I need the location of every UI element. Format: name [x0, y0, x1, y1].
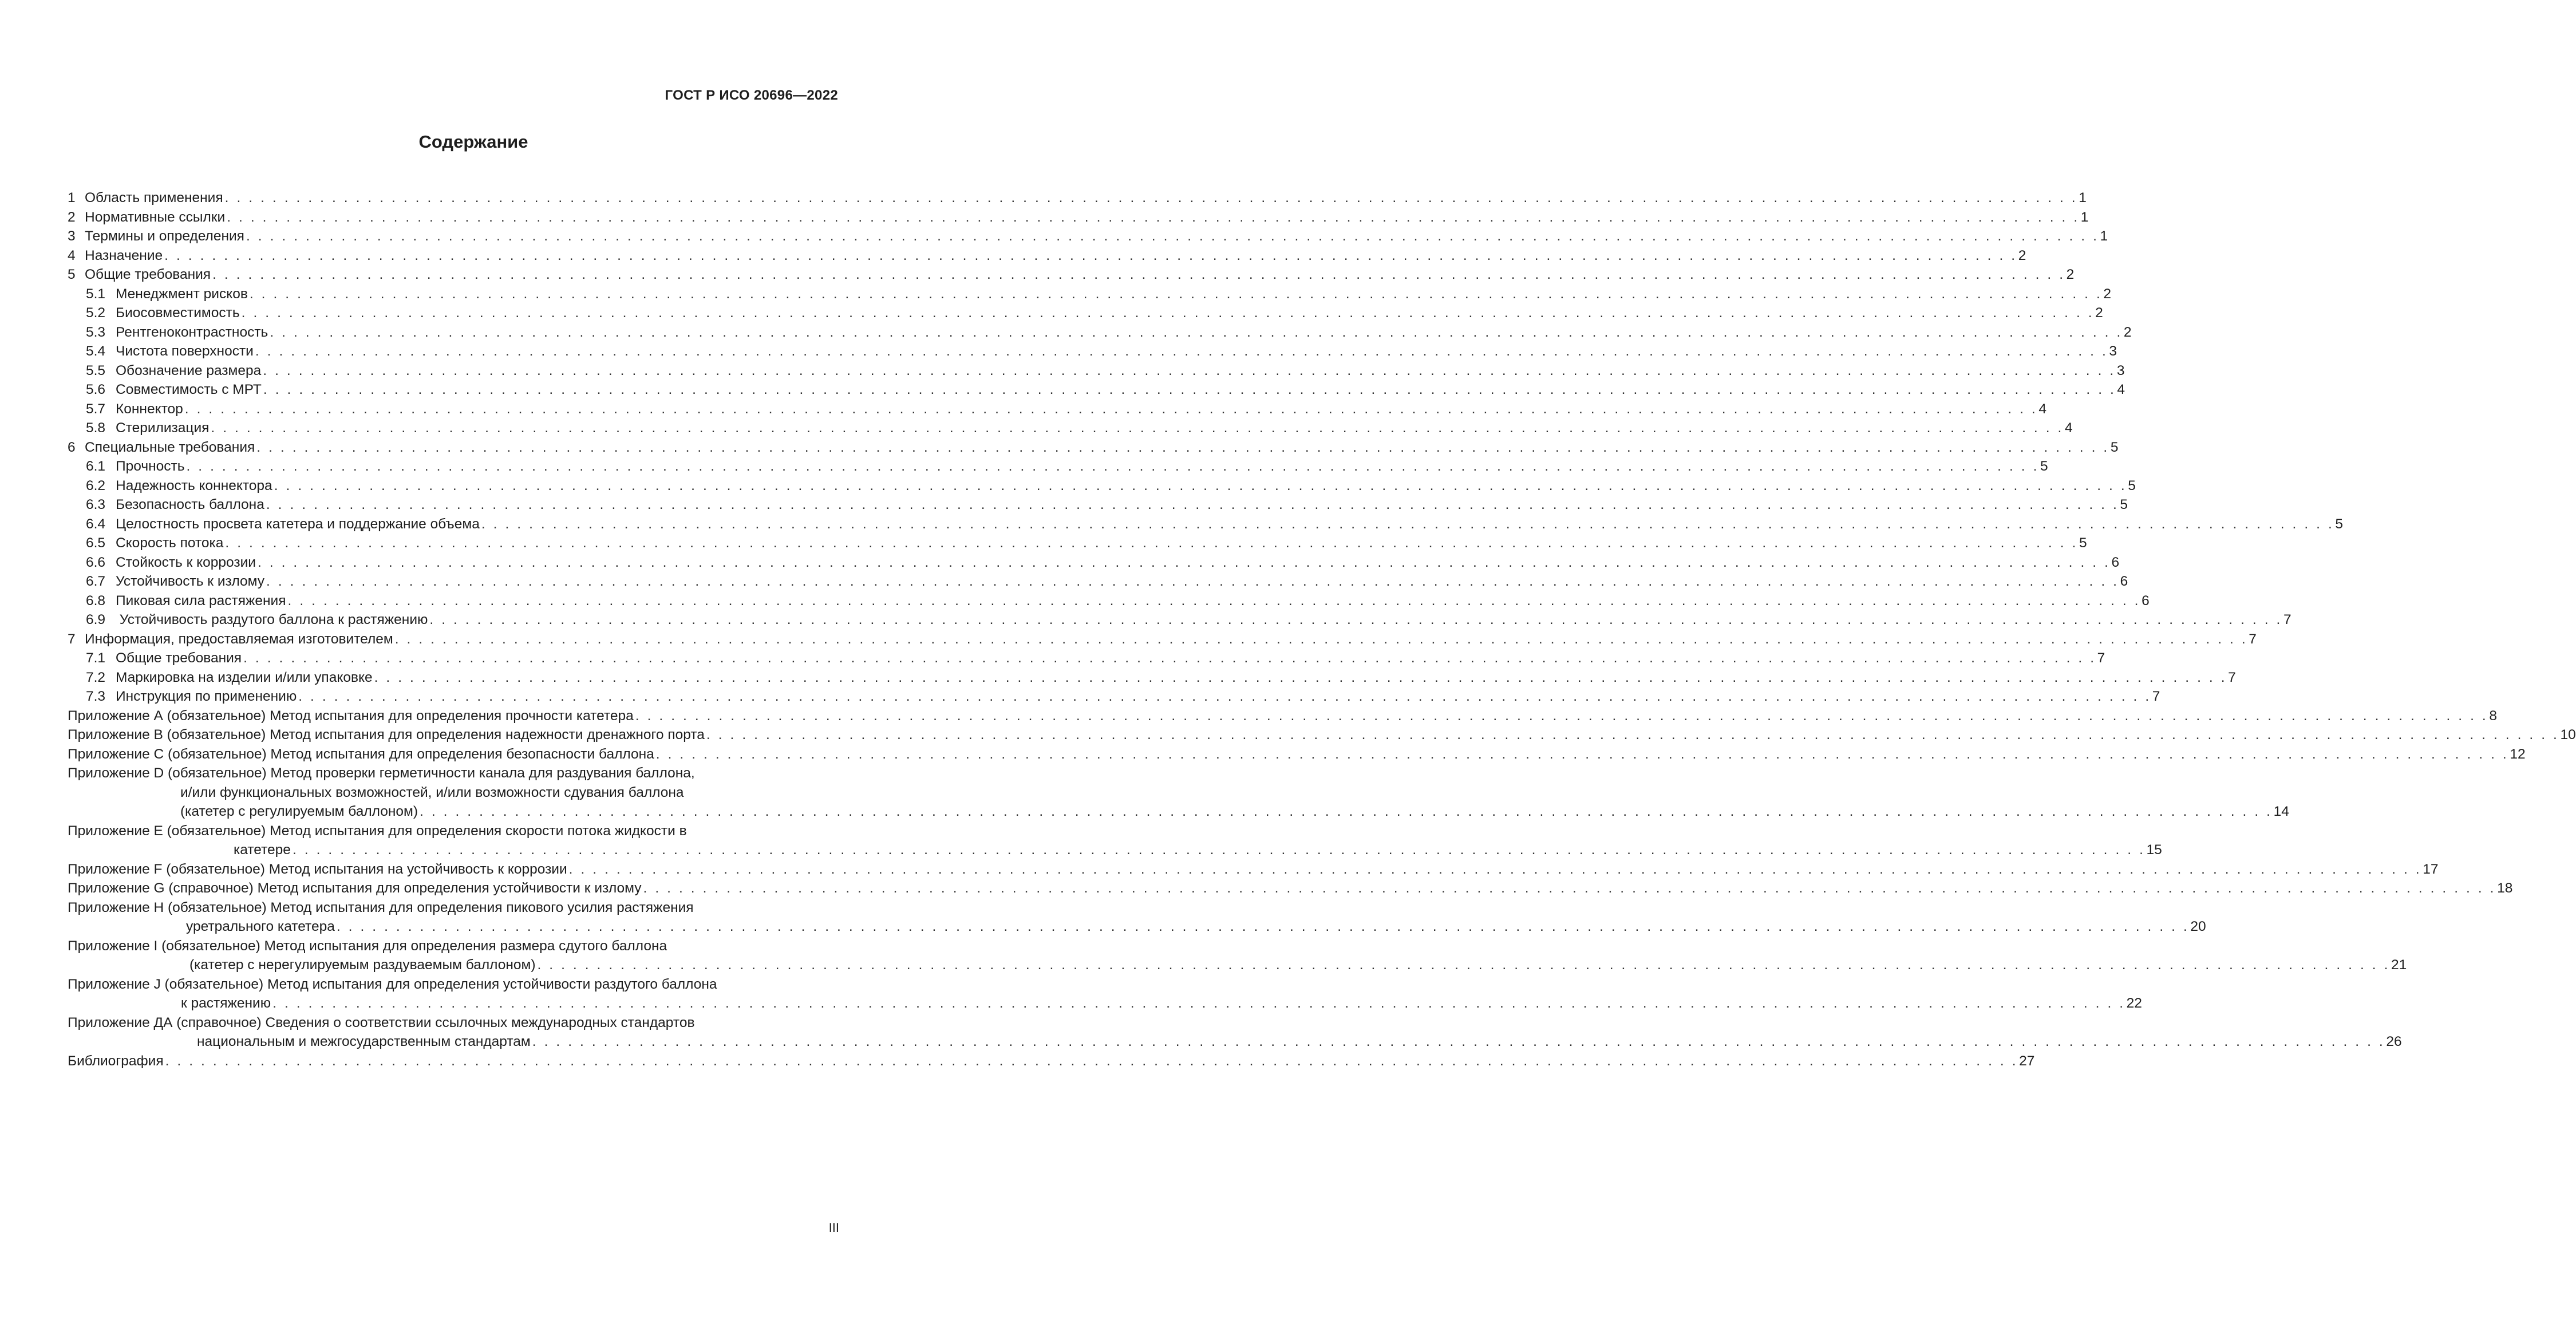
toc-entry-title: Общие требования [85, 267, 211, 282]
toc-entry-line [86, 361, 2125, 381]
toc-entry[interactable] [68, 668, 2236, 688]
toc-entry-page: 4 [2064, 420, 2073, 436]
toc-entry-page: 4 [2117, 382, 2125, 397]
toc-entry[interactable] [68, 610, 2291, 630]
toc-entry-title: Область применения [85, 190, 223, 206]
dot-leader: . . . . . . . . . . . . . . . . . . . . . . . . . . . . . . . . . . . . . . . . . . . . . . . . . . . . . . . . . . . . . . . . . . . . . . . . . . . . . . . . . . . . . . . . . . . . . . . . . . . . . . . . . . . . . . . . . . . . . . . . . . . . . . . . . . . . . . . . . . . . . . . . . . . . . . . . . . . . [635, 708, 2488, 724]
toc-entry-text [86, 303, 240, 323]
annex-entry-title: Приложение А (обязательное) Метод испытания для определения прочности катетера [68, 708, 634, 724]
toc-entry-title: Скорость потока [116, 535, 224, 551]
dot-leader: . . . . . . . . . . . . . . . . . . . . . . . . . . . . . . . . . . . . . . . . . . . . . . . . . . . . . . . . . . . . . . . . . . . . . . . . . . . . . . . . . . . . . . . . . . . . . . . . . . . . . . . . . . . . . . . . . . . . . . . . . . . . . . . . . . . . . . . . . . . . . . . . . . . . . . . . . . . . [257, 554, 2111, 570]
toc-entry[interactable] [68, 515, 2344, 534]
toc-entry-text [68, 438, 255, 457]
annex-entry-page: 21 [2391, 957, 2407, 973]
toc-entry-page: 6 [2142, 593, 2150, 609]
toc-entry-line [86, 400, 2046, 419]
toc-entry-title: Специальные требования [85, 439, 255, 455]
toc-entry-page: 1 [2079, 190, 2087, 206]
toc-entry-page: 6 [2120, 574, 2128, 589]
annex-entry[interactable] [68, 1013, 2402, 1052]
toc-entry[interactable] [68, 649, 2105, 668]
toc-entry-line [68, 227, 2108, 246]
toc-entry[interactable] [68, 380, 2125, 400]
toc-entry-number: 6.2 [86, 477, 106, 493]
dot-leader: . . . . . . . . . . . . . . . . . . . . . . . . . . . . . . . . . . . . . . . . . . . . . . . . . . . . . . . . . . . . . . . . . . . . . . . . . . . . . . . . . . . . . . . . . . . . . . . . . . . . . . . . . . . . . . . . . . . . . . . . . . . . . . . . . . . . . . . . . . . . . . . . . . . . . . . . . . . . [655, 746, 2509, 762]
toc-entry-page: 2 [2066, 267, 2075, 282]
toc-entry-title: Инструкция по применению [116, 689, 297, 704]
dot-leader: . . . . . . . . . . . . . . . . . . . . . . . . . . . . . . . . . . . . . . . . . . . . . . . . . . . . . . . . . . . . . . . . . . . . . . . . . . . . . . . . . . . . . . . . . . . . . . . . . . . . . . . . . . . . . . . . . . . . . . . . . . . . . . . . . . . . . . . . . . . . . . . . . . . . . . . . . . . . [224, 190, 2078, 206]
toc-entry-text [86, 380, 262, 400]
toc-entry-page: 6 [2111, 554, 2120, 570]
toc-entry-line [86, 342, 2117, 361]
toc-entry-text [86, 534, 223, 553]
annex-entry-title: Приложение С (обязательное) Метод испытания для определения безопасности баллона [68, 746, 654, 762]
toc-entry-page: 1 [2080, 209, 2089, 225]
toc-entry-page: 3 [2116, 362, 2125, 378]
dot-leader: . . . . . . . . . . . . . . . . . . . . . . . . . . . . . . . . . . . . . . . . . . . . . . . . . . . . . . . . . . . . . . . . . . . . . . . . . . . . . . . . . . . . . . . . . . . . . . . . . . . . . . . . . . . . . . . . . . . . . . . . . . . . . . . . . . . . . . . . . . . . . . . . . . . . . . . . . . . . [249, 286, 2103, 302]
toc-entry-number: 5.4 [86, 343, 106, 359]
toc-entry-text [86, 457, 184, 476]
toc-entry[interactable] [68, 303, 2103, 323]
toc-entry-page: 2 [2095, 305, 2103, 321]
toc-entry-text [68, 227, 244, 246]
annex-entry[interactable] [68, 879, 2513, 898]
toc-entry-title: Нормативные ссылки [85, 209, 226, 225]
page-number: III [828, 1220, 839, 1235]
annex-entry-line [68, 840, 2162, 860]
annex-entry-page: 15 [2146, 842, 2162, 858]
annex-entry-line [68, 860, 2439, 879]
annex-entry-title: Библиография [68, 1053, 164, 1069]
dot-leader: . . . . . . . . . . . . . . . . . . . . . . . . . . . . . . . . . . . . . . . . . . . . . . . . . . . . . . . . . . . . . . . . . . . . . . . . . . . . . . . . . . . . . . . . . . . . . . . . . . . . . . . . . . . . . . . . . . . . . . . . . . . . . . . . . . . . . . . . . . . . . . . . . . . . . . . . . . . . [186, 459, 2040, 474]
toc-entry-number: 5 [68, 267, 76, 282]
toc-entry-line [68, 265, 2075, 285]
toc-entry-line [86, 457, 2048, 476]
toc-entry-number: 7.1 [86, 650, 106, 666]
annex-entry[interactable] [68, 937, 2407, 975]
toc-entry-text [86, 649, 242, 668]
annex-entry-continuation: (катетер с регулируемым баллоном) [180, 804, 418, 819]
toc-entry-title: Назначение [85, 247, 163, 263]
toc-entry-text [86, 361, 261, 381]
annex-entry[interactable] [68, 821, 2162, 860]
toc-entry-title: Устойчивость раздутого баллона к растяжению [116, 612, 428, 627]
toc-entry-page: 7 [2152, 689, 2160, 704]
toc-entry[interactable] [68, 227, 2108, 246]
annex-entry-page: 12 [2510, 746, 2526, 762]
toc-entry-title: Общие требования [116, 650, 242, 666]
dot-leader: . . . . . . . . . . . . . . . . . . . . . . . . . . . . . . . . . . . . . . . . . . . . . . . . . . . . . . . . . . . . . . . . . . . . . . . . . . . . . . . . . . . . . . . . . . . . . . . . . . . . . . . . . . . . . . . . . . . . . . . . . . . . . . . . . . . . . . . . . . . . . . . . . . . . . . . . . . . . [272, 996, 2125, 1011]
toc-entry-line [86, 687, 2160, 706]
dot-leader: . . . . . . . . . . . . . . . . . . . . . . . . . . . . . . . . . . . . . . . . . . . . . . . . . . . . . . . . . . . . . . . . . . . . . . . . . . . . . . . . . . . . . . . . . . . . . . . . . . . . . . . . . . . . . . . . . . . . . . . . . . . . . . . . . . . . . . . . . . . . . . . . . . . . . . . . . . . . [532, 1034, 2385, 1049]
toc-entry-text [86, 323, 268, 342]
toc-entry-title: Пиковая сила растяжения [116, 593, 286, 609]
toc-entry-title: Прочность [116, 459, 185, 474]
toc-entry[interactable] [68, 553, 2120, 572]
toc-entry[interactable] [68, 400, 2046, 419]
toc-entry-text [68, 188, 223, 208]
annex-entry-line [68, 955, 2407, 975]
toc-entry[interactable] [68, 495, 2128, 515]
toc-entry-number: 7.2 [86, 669, 106, 685]
annex-entry-title: Приложение F (обязательное) Метод испытания на устойчивость к коррозии [68, 861, 567, 877]
toc-entry-title: Биосовместимость [116, 305, 240, 321]
toc-entry-title: Целостность просвета катетера и поддержание объема [116, 516, 480, 532]
toc-entry-page: 5 [2110, 439, 2119, 455]
toc-entry[interactable] [68, 246, 2026, 266]
toc-entry-text [86, 687, 297, 706]
dot-leader: . . . . . . . . . . . . . . . . . . . . . . . . . . . . . . . . . . . . . . . . . . . . . . . . . . . . . . . . . . . . . . . . . . . . . . . . . . . . . . . . . . . . . . . . . . . . . . . . . . . . . . . . . . . . . . . . . . . . . . . . . . . . . . . . . . . . . . . . . . . . . . . . . . . . . . . . . . . . [241, 305, 2095, 321]
annex-entry-page: 17 [2423, 861, 2439, 877]
toc-entry-line [68, 208, 2089, 227]
dot-leader: . . . . . . . . . . . . . . . . . . . . . . . . . . . . . . . . . . . . . . . . . . . . . . . . . . . . . . . . . . . . . . . . . . . . . . . . . . . . . . . . . . . . . . . . . . . . . . . . . . . . . . . . . . . . . . . . . . . . . . . . . . . . . . . . . . . . . . . . . . . . . . . . . . . . . . . . . . . . [270, 324, 2123, 340]
toc-entry[interactable] [68, 323, 2132, 342]
toc-entry-line [86, 668, 2236, 688]
annex-entry-continuation: к растяжению [181, 996, 271, 1011]
toc-entry[interactable] [68, 687, 2160, 706]
annex-entry[interactable] [68, 898, 2206, 937]
toc-entry-text [68, 208, 225, 227]
toc-entry[interactable] [68, 591, 2150, 611]
toc-entry-page: 5 [2040, 459, 2048, 474]
toc-entry-line [86, 515, 2344, 534]
toc-entry-number: 4 [68, 247, 76, 263]
toc-entry-title: Чистота поверхности [116, 343, 254, 359]
toc-entry-page: 3 [2109, 343, 2117, 359]
toc-entry-text [86, 572, 264, 591]
dot-leader: . . . . . . . . . . . . . . . . . . . . . . . . . . . . . . . . . . . . . . . . . . . . . . . . . . . . . . . . . . . . . . . . . . . . . . . . . . . . . . . . . . . . . . . . . . . . . . . . . . . . . . . . . . . . . . . . . . . . . . . . . . . . . . . . . . . . . . . . . . . . . . . . . . . . . . . . . . . . [266, 574, 2119, 589]
toc-entry-page: 1 [2100, 228, 2108, 244]
toc-entry-text [86, 400, 183, 419]
toc-entry-text [68, 265, 211, 285]
toc-entry-line [86, 323, 2132, 342]
annex-entry-title: Приложение Е (обязательное) Метод испытания для определения скорости потока жидкости в [68, 823, 687, 839]
annex-entry-continuation: национальным и межгосударственным стандартам [197, 1034, 531, 1049]
dot-leader: . . . . . . . . . . . . . . . . . . . . . . . . . . . . . . . . . . . . . . . . . . . . . . . . . . . . . . . . . . . . . . . . . . . . . . . . . . . . . . . . . . . . . . . . . . . . . . . . . . . . . . . . . . . . . . . . . . . . . . . . . . . . . . . . . . . . . . . . . . . . . . . . . . . . . . . . . . . . [374, 669, 2227, 685]
toc-entry-line [86, 380, 2125, 400]
toc-entry[interactable] [68, 418, 2073, 438]
toc-entry-number: 5.3 [86, 324, 106, 340]
annex-entry-title: Приложение ДА (справочное) Сведения о соответствии ссылочных международных стандартов [68, 1014, 695, 1030]
toc-entry-line [86, 418, 2073, 438]
toc-entry-line [86, 610, 2291, 630]
annex-entry-page: 27 [2019, 1053, 2035, 1069]
toc-entry-text [86, 591, 286, 611]
toc-entry-text [86, 476, 272, 496]
toc-entry[interactable] [68, 342, 2117, 361]
annex-entry-line [68, 802, 2289, 821]
toc-entry-title: Надежность коннектора [116, 477, 272, 493]
dot-leader: . . . . . . . . . . . . . . . . . . . . . . . . . . . . . . . . . . . . . . . . . . . . . . . . . . . . . . . . . . . . . . . . . . . . . . . . . . . . . . . . . . . . . . . . . . . . . . . . . . . . . . . . . . . . . . . . . . . . . . . . . . . . . . . . . . . . . . . . . . . . . . . . . . . . . . . . . . . . [212, 267, 2065, 282]
toc-entry-page: 5 [2120, 497, 2128, 512]
toc-entry-title: Устойчивость к излому [116, 574, 265, 589]
dot-leader: . . . . . . . . . . . . . . . . . . . . . . . . . . . . . . . . . . . . . . . . . . . . . . . . . . . . . . . . . . . . . . . . . . . . . . . . . . . . . . . . . . . . . . . . . . . . . . . . . . . . . . . . . . . . . . . . . . . . . . . . . . . . . . . . . . . . . . . . . . . . . . . . . . . . . . . . . . . . [537, 957, 2391, 973]
toc-entry-page: 5 [2128, 477, 2136, 493]
annex-entry-title: Приложение В (обязательное) Метод испытания для определения надежности дренажного порта [68, 727, 705, 742]
toc-entry-number: 5.5 [86, 362, 106, 378]
toc-entry-page: 2 [2018, 247, 2026, 263]
toc-entry-title: Совместимость с МРТ [116, 382, 262, 397]
toc-entry[interactable] [68, 534, 2087, 553]
toc-entry[interactable] [68, 476, 2136, 496]
dot-leader: . . . . . . . . . . . . . . . . . . . . . . . . . . . . . . . . . . . . . . . . . . . . . . . . . . . . . . . . . . . . . . . . . . . . . . . . . . . . . . . . . . . . . . . . . . . . . . . . . . . . . . . . . . . . . . . . . . . . . . . . . . . . . . . . . . . . . . . . . . . . . . . . . . . . . . . . . . . . [336, 919, 2190, 934]
dot-leader: . . . . . . . . . . . . . . . . . . . . . . . . . . . . . . . . . . . . . . . . . . . . . . . . . . . . . . . . . . . . . . . . . . . . . . . . . . . . . . . . . . . . . . . . . . . . . . . . . . . . . . . . . . . . . . . . . . . . . . . . . . . . . . . . . . . . . . . . . . . . . . . . . . . . . . . . . . . . [394, 631, 2248, 647]
dot-leader: . . . . . . . . . . . . . . . . . . . . . . . . . . . . . . . . . . . . . . . . . . . . . . . . . . . . . . . . . . . . . . . . . . . . . . . . . . . . . . . . . . . . . . . . . . . . . . . . . . . . . . . . . . . . . . . . . . . . . . . . . . . . . . . . . . . . . . . . . . . . . . . . . . . . . . . . . . . . [263, 362, 2116, 378]
dot-leader: . . . . . . . . . . . . . . . . . . . . . . . . . . . . . . . . . . . . . . . . . . . . . . . . . . . . . . . . . . . . . . . . . . . . . . . . . . . . . . . . . . . . . . . . . . . . . . . . . . . . . . . . . . . . . . . . . . . . . . . . . . . . . . . . . . . . . . . . . . . . . . . . . . . . . . . . . . . . [643, 880, 2496, 896]
dot-leader: . . . . . . . . . . . . . . . . . . . . . . . . . . . . . . . . . . . . . . . . . . . . . . . . . . . . . . . . . . . . . . . . . . . . . . . . . . . . . . . . . . . . . . . . . . . . . . . . . . . . . . . . . . . . . . . . . . . . . . . . . . . . . . . . . . . . . . . . . . . . . . . . . . . . . . . . . . . . [225, 535, 2078, 551]
toc-entry-page: 4 [2038, 401, 2046, 417]
toc-entry-title: Коннектор [116, 401, 183, 417]
dot-leader: . . . . . . . . . . . . . . . . . . . . . . . . . . . . . . . . . . . . . . . . . . . . . . . . . . . . . . . . . . . . . . . . . . . . . . . . . . . . . . . . . . . . . . . . . . . . . . . . . . . . . . . . . . . . . . . . . . . . . . . . . . . . . . . . . . . . . . . . . . . . . . . . . . . . . . . . . . . . [211, 420, 2064, 436]
toc-entry-page: 2 [2123, 324, 2132, 340]
toc-entry-line [86, 553, 2120, 572]
document-code: ГОСТ Р ИСО 20696—2022 [665, 88, 838, 103]
toc-entry-title: Маркировка на изделии и/или упаковке [116, 669, 373, 685]
toc-entry-text [86, 495, 264, 515]
toc-entry-text [68, 246, 163, 266]
toc-entry-page: 5 [2335, 516, 2344, 532]
toc-entry[interactable] [68, 361, 2125, 381]
annex-entry-line [68, 745, 2526, 764]
annex-entry[interactable] [68, 860, 2439, 879]
toc-entry-line [86, 649, 2105, 668]
annex-entry[interactable] [68, 706, 2497, 726]
annex-entry-line [68, 917, 2206, 937]
toc-entry-number: 6.5 [86, 535, 106, 551]
dot-leader: . . . . . . . . . . . . . . . . . . . . . . . . . . . . . . . . . . . . . . . . . . . . . . . . . . . . . . . . . . . . . . . . . . . . . . . . . . . . . . . . . . . . . . . . . . . . . . . . . . . . . . . . . . . . . . . . . . . . . . . . . . . . . . . . . . . . . . . . . . . . . . . . . . . . . . . . . . . . [164, 247, 2017, 263]
dot-leader: . . . . . . . . . . . . . . . . . . . . . . . . . . . . . . . . . . . . . . . . . . . . . . . . . . . . . . . . . . . . . . . . . . . . . . . . . . . . . . . . . . . . . . . . . . . . . . . . . . . . . . . . . . . . . . . . . . . . . . . . . . . . . . . . . . . . . . . . . . . . . . . . . . . . . . . . . . . . [266, 497, 2119, 512]
annex-entry-line [68, 1032, 2402, 1052]
dot-leader: . . . . . . . . . . . . . . . . . . . . . . . . . . . . . . . . . . . . . . . . . . . . . . . . . . . . . . . . . . . . . . . . . . . . . . . . . . . . . . . . . . . . . . . . . . . . . . . . . . . . . . . . . . . . . . . . . . . . . . . . . . . . . . . . . . . . . . . . . . . . . . . . . . . . . . . . . . . . [256, 439, 2109, 455]
toc-entry-line [68, 246, 2026, 266]
toc-entry-line [86, 303, 2103, 323]
toc-entry-text [86, 668, 373, 688]
toc-entry-line [86, 591, 2150, 611]
toc-entry-number: 5.1 [86, 286, 106, 302]
annex-entry-line [68, 1052, 2035, 1071]
annex-entry-title: Приложение D (обязательное) Метод проверки герметичности канала для раздувания баллона, [68, 765, 695, 781]
annex-entry-continuation: (катетер с нерегулируемым раздуваемым баллоном) [189, 957, 536, 973]
annex-entry-title: Приложение I (обязательное) Метод испытания для определения размера сдутого баллона [68, 938, 667, 954]
annex-entry-page: 18 [2497, 880, 2513, 896]
annex-entry-page: 8 [2489, 708, 2497, 724]
toc-entry-line [68, 630, 2257, 649]
toc-entry[interactable] [68, 285, 2112, 304]
toc-entry-text [86, 553, 256, 572]
table-of-contents [68, 188, 2576, 1071]
dot-leader: . . . . . . . . . . . . . . . . . . . . . . . . . . . . . . . . . . . . . . . . . . . . . . . . . . . . . . . . . . . . . . . . . . . . . . . . . . . . . . . . . . . . . . . . . . . . . . . . . . . . . . . . . . . . . . . . . . . . . . . . . . . . . . . . . . . . . . . . . . . . . . . . . . . . . . . . . . . . [246, 228, 2099, 244]
toc-entry-title: Рентгеноконтрастность [116, 324, 268, 340]
toc-entry-page: 7 [2283, 612, 2291, 627]
toc-entry-number: 6.1 [86, 459, 106, 474]
dot-leader: . . . . . . . . . . . . . . . . . . . . . . . . . . . . . . . . . . . . . . . . . . . . . . . . . . . . . . . . . . . . . . . . . . . . . . . . . . . . . . . . . . . . . . . . . . . . . . . . . . . . . . . . . . . . . . . . . . . . . . . . . . . . . . . . . . . . . . . . . . . . . . . . . . . . . . . . . . . . [568, 861, 2422, 877]
dot-leader: . . . . . . . . . . . . . . . . . . . . . . . . . . . . . . . . . . . . . . . . . . . . . . . . . . . . . . . . . . . . . . . . . . . . . . . . . . . . . . . . . . . . . . . . . . . . . . . . . . . . . . . . . . . . . . . . . . . . . . . . . . . . . . . . . . . . . . . . . . . . . . . . . . . . . . . . . . . . [298, 689, 2151, 704]
dot-leader: . . . . . . . . . . . . . . . . . . . . . . . . . . . . . . . . . . . . . . . . . . . . . . . . . . . . . . . . . . . . . . . . . . . . . . . . . . . . . . . . . . . . . . . . . . . . . . . . . . . . . . . . . . . . . . . . . . . . . . . . . . . . . . . . . . . . . . . . . . . . . . . . . . . . . . . . . . . . [255, 343, 2108, 359]
annex-entry-line [68, 725, 2576, 745]
annex-entry-page: 14 [2273, 804, 2289, 819]
dot-leader: . . . . . . . . . . . . . . . . . . . . . . . . . . . . . . . . . . . . . . . . . . . . . . . . . . . . . . . . . . . . . . . . . . . . . . . . . . . . . . . . . . . . . . . . . . . . . . . . . . . . . . . . . . . . . . . . . . . . . . . . . . . . . . . . . . . . . . . . . . . . . . . . . . . . . . . . . . . . [420, 804, 2273, 819]
annex-entry-page: 10 [2560, 727, 2576, 742]
annex-entry-title: Приложение G (справочное) Метод испытания для определения устойчивости к излому [68, 880, 642, 896]
toc-entry-text [86, 418, 209, 438]
annex-entry[interactable] [68, 764, 2289, 821]
annex-entry-page: 20 [2190, 919, 2206, 934]
annex-entry-page: 22 [2126, 996, 2142, 1011]
toc-entry-text [86, 285, 248, 304]
dot-leader: . . . . . . . . . . . . . . . . . . . . . . . . . . . . . . . . . . . . . . . . . . . . . . . . . . . . . . . . . . . . . . . . . . . . . . . . . . . . . . . . . . . . . . . . . . . . . . . . . . . . . . . . . . . . . . . . . . . . . . . . . . . . . . . . . . . . . . . . . . . . . . . . . . . . . . . . . . . . [165, 1053, 2018, 1069]
toc-entry-number: 3 [68, 228, 76, 244]
annex-entry-title: Приложение H (обязательное) Метод испытания для определения пикового усилия растяжения [68, 899, 694, 915]
toc-entry-title: Термины и определения [85, 228, 244, 244]
toc-entry-line [86, 572, 2128, 591]
toc-entry-text [86, 610, 428, 630]
toc-entry-line [86, 476, 2136, 496]
toc-entry-text [86, 342, 254, 361]
page-title: Содержание [418, 132, 528, 152]
toc-entry-page: 2 [2103, 286, 2112, 302]
toc-entry-page: 5 [2079, 535, 2087, 551]
toc-entry-number: 6 [68, 439, 76, 455]
toc-entry-number: 5.8 [86, 420, 106, 436]
dot-leader: . . . . . . . . . . . . . . . . . . . . . . . . . . . . . . . . . . . . . . . . . . . . . . . . . . . . . . . . . . . . . . . . . . . . . . . . . . . . . . . . . . . . . . . . . . . . . . . . . . . . . . . . . . . . . . . . . . . . . . . . . . . . . . . . . . . . . . . . . . . . . . . . . . . . . . . . . . . . [706, 727, 2559, 742]
toc-entry[interactable] [68, 188, 2087, 208]
toc-entry[interactable] [68, 457, 2048, 476]
toc-entry-title: Стерилизация [116, 420, 210, 436]
toc-entry-number: 5.6 [86, 382, 106, 397]
toc-entry-line [86, 534, 2087, 553]
toc-entry[interactable] [68, 208, 2089, 227]
toc-entry-number: 6.8 [86, 593, 106, 609]
toc-entry[interactable] [68, 438, 2119, 457]
toc-entry[interactable] [68, 572, 2128, 591]
toc-entry-title: Менеджмент рисков [116, 286, 248, 302]
toc-entry-number: 6.7 [86, 574, 106, 589]
toc-entry-number: 2 [68, 209, 76, 225]
toc-entry-number: 6.4 [86, 516, 106, 532]
toc-entry-title: Стойкость к коррозии [116, 554, 256, 570]
dot-leader: . . . . . . . . . . . . . . . . . . . . . . . . . . . . . . . . . . . . . . . . . . . . . . . . . . . . . . . . . . . . . . . . . . . . . . . . . . . . . . . . . . . . . . . . . . . . . . . . . . . . . . . . . . . . . . . . . . . . . . . . . . . . . . . . . . . . . . . . . . . . . . . . . . . . . . . . . . . . [274, 477, 2127, 493]
toc-entry-number: 7 [68, 631, 76, 647]
toc-entry-page: 7 [2249, 631, 2257, 647]
toc-entry-number: 6.6 [86, 554, 106, 570]
dot-leader: . . . . . . . . . . . . . . . . . . . . . . . . . . . . . . . . . . . . . . . . . . . . . . . . . . . . . . . . . . . . . . . . . . . . . . . . . . . . . . . . . . . . . . . . . . . . . . . . . . . . . . . . . . . . . . . . . . . . . . . . . . . . . . . . . . . . . . . . . . . . . . . . . . . . . . . . . . . . [292, 842, 2146, 858]
toc-entry-title: Безопасность баллона [116, 497, 264, 512]
bibliography-entry[interactable] [68, 1052, 2035, 1071]
annex-entry-continuation: и/или функциональных возможностей, и/или возможности сдувания баллона [180, 784, 684, 800]
annex-entry[interactable] [68, 975, 2142, 1013]
dot-leader: . . . . . . . . . . . . . . . . . . . . . . . . . . . . . . . . . . . . . . . . . . . . . . . . . . . . . . . . . . . . . . . . . . . . . . . . . . . . . . . . . . . . . . . . . . . . . . . . . . . . . . . . . . . . . . . . . . . . . . . . . . . . . . . . . . . . . . . . . . . . . . . . . . . . . . . . . . . . [184, 401, 2038, 417]
toc-entry-number: 7.3 [86, 689, 106, 704]
annex-entry[interactable] [68, 725, 2576, 745]
dot-leader: . . . . . . . . . . . . . . . . . . . . . . . . . . . . . . . . . . . . . . . . . . . . . . . . . . . . . . . . . . . . . . . . . . . . . . . . . . . . . . . . . . . . . . . . . . . . . . . . . . . . . . . . . . . . . . . . . . . . . . . . . . . . . . . . . . . . . . . . . . . . . . . . . . . . . . . . . . . . [429, 612, 2282, 627]
toc-entry-line [68, 188, 2087, 208]
annex-entry-continuation: уретрального катетера [186, 919, 335, 934]
toc-entry[interactable] [68, 630, 2257, 649]
annex-entry-continuation: катетере [234, 842, 291, 858]
annex-entry-line [68, 706, 2497, 726]
annex-entry-title: Приложение J (обязательное) Метод испытания для определения устойчивости раздутого баллона [68, 976, 717, 992]
dot-leader: . . . . . . . . . . . . . . . . . . . . . . . . . . . . . . . . . . . . . . . . . . . . . . . . . . . . . . . . . . . . . . . . . . . . . . . . . . . . . . . . . . . . . . . . . . . . . . . . . . . . . . . . . . . . . . . . . . . . . . . . . . . . . . . . . . . . . . . . . . . . . . . . . . . . . . . . . . . . [481, 516, 2334, 532]
toc-entry-line [86, 495, 2128, 515]
dot-leader: . . . . . . . . . . . . . . . . . . . . . . . . . . . . . . . . . . . . . . . . . . . . . . . . . . . . . . . . . . . . . . . . . . . . . . . . . . . . . . . . . . . . . . . . . . . . . . . . . . . . . . . . . . . . . . . . . . . . . . . . . . . . . . . . . . . . . . . . . . . . . . . . . . . . . . . . . . . . [287, 593, 2141, 609]
toc-entry-page: 7 [2228, 669, 2236, 685]
toc-entry-title: Обозначение размера [116, 362, 262, 378]
toc-entry-line [86, 285, 2112, 304]
toc-entry-number: 1 [68, 190, 76, 206]
toc-entry[interactable] [68, 265, 2075, 285]
toc-entry-line [68, 438, 2119, 457]
dot-leader: . . . . . . . . . . . . . . . . . . . . . . . . . . . . . . . . . . . . . . . . . . . . . . . . . . . . . . . . . . . . . . . . . . . . . . . . . . . . . . . . . . . . . . . . . . . . . . . . . . . . . . . . . . . . . . . . . . . . . . . . . . . . . . . . . . . . . . . . . . . . . . . . . . . . . . . . . . . . [227, 209, 2080, 225]
toc-entry-text [86, 515, 480, 534]
toc-entry-number: 5.7 [86, 401, 106, 417]
annex-entry-line [68, 994, 2142, 1013]
toc-entry-number: 6.9 [86, 612, 106, 627]
toc-entry-page: 7 [2097, 650, 2105, 666]
toc-entry-number: 6.3 [86, 497, 106, 512]
dot-leader: . . . . . . . . . . . . . . . . . . . . . . . . . . . . . . . . . . . . . . . . . . . . . . . . . . . . . . . . . . . . . . . . . . . . . . . . . . . . . . . . . . . . . . . . . . . . . . . . . . . . . . . . . . . . . . . . . . . . . . . . . . . . . . . . . . . . . . . . . . . . . . . . . . . . . . . . . . . . [263, 382, 2116, 397]
dot-leader: . . . . . . . . . . . . . . . . . . . . . . . . . . . . . . . . . . . . . . . . . . . . . . . . . . . . . . . . . . . . . . . . . . . . . . . . . . . . . . . . . . . . . . . . . . . . . . . . . . . . . . . . . . . . . . . . . . . . . . . . . . . . . . . . . . . . . . . . . . . . . . . . . . . . . . . . . . . . [243, 650, 2096, 666]
toc-entry-title: Информация, предоставляемая изготовителем [85, 631, 393, 647]
annex-entry-page: 26 [2386, 1034, 2402, 1049]
toc-entry-text [68, 630, 393, 649]
annex-entry[interactable] [68, 745, 2526, 764]
toc-entry-number: 5.2 [86, 305, 106, 321]
annex-entry-line [68, 879, 2513, 898]
